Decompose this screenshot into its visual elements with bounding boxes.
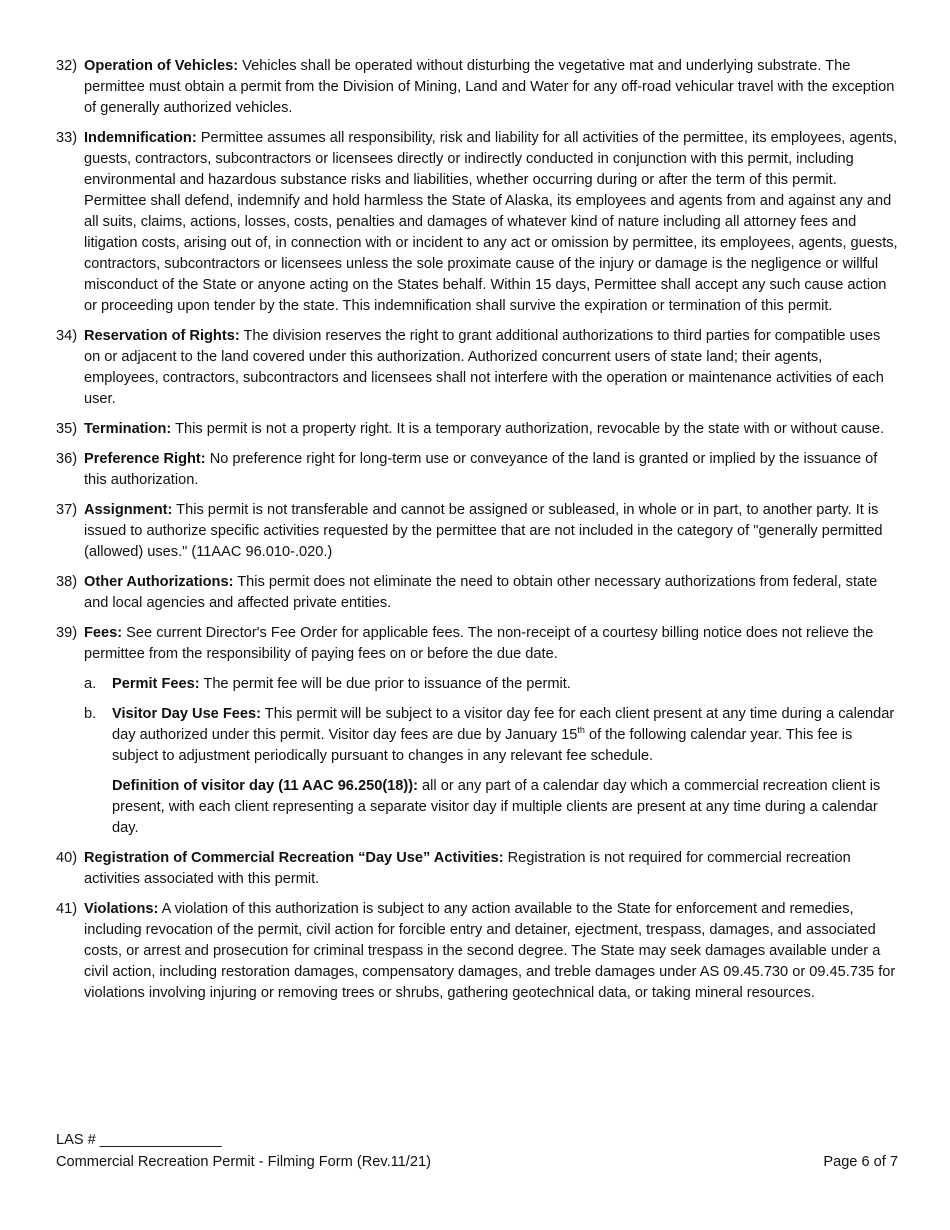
condition-text: The division reserves the right to grant additional authorizations to third parties for compatible uses on or adjacent to the land covered under this authorization. Authorized concurrent users of state land; their agents, employees, contractors, subcontractors and licensees shall not interfere with the operation or maintenance activities of each user. bbox=[84, 328, 884, 407]
definition-text: all or any part of a calendar day which a commercial recreation client is present, with each client representing a separate visitor day if multiple clients are present at any time during a calendar day. bbox=[112, 778, 881, 836]
condition-text: Permittee assumes all responsibility, risk and liability for all activities of the permittee, its employees, agents, guests, contractors, subcontractors or licensees directly or indirectly conducted in conjunction with this permit, including environmental and hazardous substance risks and liabilities, whether occurring during or after the term of this permit. Permittee shall defend, indemnify and hold harmless the State of Alaska, its employees and agents from and against any and all suits, claims, actions, losses, costs, penalties and damages of whatever kind of nature including all attorney fees and litigation costs, arising out of, in connection with or incident to any act or omission by permittee, its employees, agents, guests, contractors, subcontractors or licensees unless the sole proximate cause of the injury or damage is the negligence or willful misconduct of the State or anyone acting on the States behalf. Within 15 days, Permittee shall accept any such cause action or proceeding upon tender by the state. This indemnification shall survive the expiration or termination of this permit. bbox=[84, 130, 898, 314]
condition-title: Fees: bbox=[84, 625, 123, 641]
condition-item bbox=[56, 449, 898, 491]
fee-item-a bbox=[84, 674, 898, 695]
condition-number: 34) bbox=[56, 328, 78, 344]
condition-number: 37) bbox=[56, 502, 78, 518]
condition-number: 32) bbox=[56, 58, 78, 74]
condition-text: A violation of this authorization is subject to any action available to the State for enforcement and remedies, including revocation of the permit, civil action for forcible entry and detainer, ejectment, trespass, damages, and associated costs, or arrest and prosecution for criminal trespass in the second degree. The State may seek damages available under a civil action, including restoration damages, compensatory damages, and treble damages under AS 09.45.730 or 09.45.735 for violations involving injuring or removing trees or shrubs, gathering geotechnical data, or taking mineral resources. bbox=[84, 901, 896, 1001]
condition-item bbox=[56, 326, 898, 410]
condition-number: 38) bbox=[56, 574, 78, 590]
condition-text: Vehicles shall be operated without disturbing the vegetative mat and underlying substrate. The permittee must obtain a permit from the Division of Mining, Land and Water for any off-road vehicular travel with the exception of generally authorized vehicles. bbox=[84, 58, 895, 116]
condition-item bbox=[56, 128, 898, 317]
condition-number: 35) bbox=[56, 421, 78, 437]
condition-text: This permit does not eliminate the need to obtain other necessary authorizations from federal, state and local agencies and affected private entities. bbox=[84, 574, 878, 611]
condition-item bbox=[56, 419, 898, 440]
condition-title: Violations: bbox=[84, 901, 159, 917]
definition-title: Definition of visitor day (11 AAC 96.250(18)): bbox=[112, 778, 418, 794]
visitor-day-definition bbox=[112, 776, 898, 839]
condition-title: Operation of Vehicles: bbox=[84, 58, 239, 74]
condition-title: Registration of Commercial Recreation “Day Use” Activities: bbox=[84, 850, 504, 866]
condition-item bbox=[56, 56, 898, 119]
condition-number: 36) bbox=[56, 451, 78, 467]
fee-item-b bbox=[84, 704, 898, 767]
conditions-list bbox=[56, 56, 898, 665]
condition-title: Termination: bbox=[84, 421, 172, 437]
condition-text: No preference right for long-term use or conveyance of the land is granted or implied by the issuance of this authorization. bbox=[84, 451, 878, 488]
condition-number: 39) bbox=[56, 625, 78, 641]
condition-number: 41) bbox=[56, 901, 78, 917]
form-title: Commercial Recreation Permit - Filming Form (Rev.11/21) bbox=[56, 1154, 431, 1170]
fee-title: Visitor Day Use Fees: bbox=[112, 706, 261, 722]
condition-item bbox=[56, 572, 898, 614]
fee-title: Permit Fees: bbox=[112, 676, 200, 692]
condition-title: Preference Right: bbox=[84, 451, 206, 467]
condition-item bbox=[56, 500, 898, 563]
condition-text: See current Director's Fee Order for applicable fees. The non-receipt of a courtesy billing notice does not relieve the permittee from the responsibility of paying fees on or before the due date. bbox=[84, 625, 874, 662]
page-number: Page 6 of 7 bbox=[823, 1154, 898, 1170]
condition-number: 40) bbox=[56, 850, 78, 866]
condition-title: Indemnification: bbox=[84, 130, 197, 146]
condition-number: 33) bbox=[56, 130, 78, 146]
fee-text: This permit will be subject to a visitor day fee for each client present at any time during a calendar day authorized under this permit. Visitor day fees are due by January 15 bbox=[112, 706, 895, 743]
page-footer bbox=[56, 1154, 898, 1170]
fee-text-cont: of the following calendar year. This fee is subject to adjustment periodically pursuant to changes in any relevant fee schedule. bbox=[112, 727, 853, 764]
condition-item bbox=[56, 623, 898, 665]
fee-text: The permit fee will be due prior to issuance of the permit. bbox=[199, 676, 571, 692]
condition-text: Registration is not required for commercial recreation activities associated with this permit. bbox=[84, 850, 851, 887]
condition-text: This permit is not a property right. It is a temporary authorization, revocable by the state with or without cause. bbox=[171, 421, 885, 437]
superscript: th bbox=[577, 725, 585, 736]
conditions-list-continued bbox=[56, 848, 898, 1004]
las-number: LAS # _______________ bbox=[56, 1132, 222, 1148]
condition-title: Reservation of Rights: bbox=[84, 328, 240, 344]
fee-letter: a. bbox=[84, 676, 97, 692]
condition-item bbox=[56, 899, 898, 1004]
condition-item bbox=[56, 848, 898, 890]
condition-title: Assignment: bbox=[84, 502, 173, 518]
document-page bbox=[56, 56, 898, 1013]
condition-text: This permit is not transferable and cannot be assigned or subleased, in whole or in part, to another party. It is issued to authorize specific activities requested by the permittee that are not included in the category of "generally permitted (allowed) uses." (11AAC 96.010-.020.) bbox=[84, 502, 883, 560]
fee-letter: b. bbox=[84, 706, 97, 722]
condition-title: Other Authorizations: bbox=[84, 574, 234, 590]
